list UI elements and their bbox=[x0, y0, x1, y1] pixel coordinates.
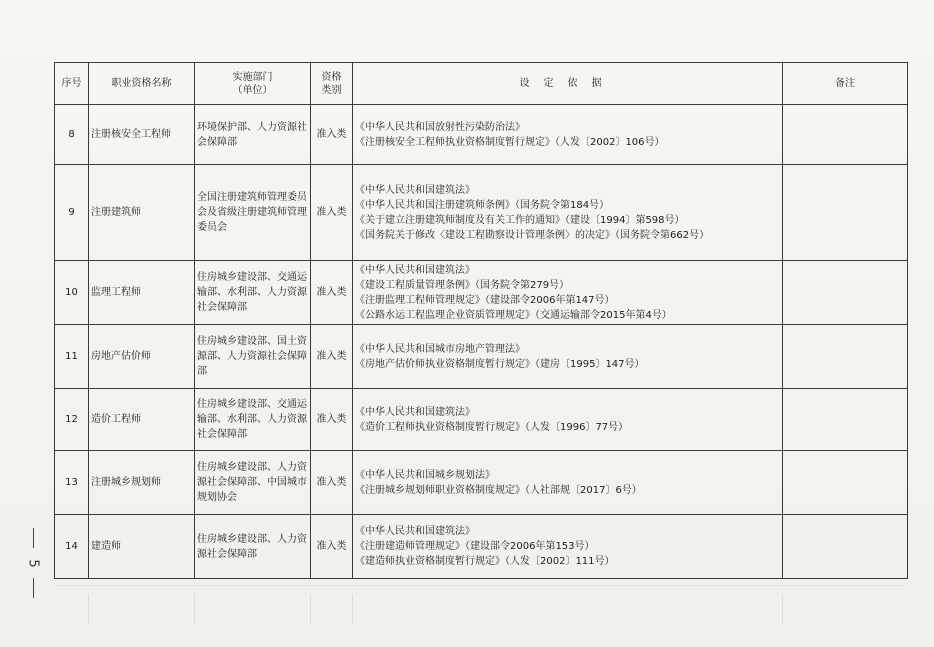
legal-basis-item: 《中华人民共和国建筑法》 bbox=[355, 526, 475, 537]
implementing-department: 住房城乡建设部、交通运输部、水利部、人力资源社会保障部 bbox=[195, 261, 311, 325]
legal-basis bbox=[353, 325, 783, 389]
legal-basis-item: 《中华人民共和国建筑法》 bbox=[355, 264, 475, 276]
legal-basis-item: 《造价工程师执业资格制度暂行规定》（人发〔1996〕77号） bbox=[355, 421, 629, 433]
legal-basis bbox=[353, 515, 783, 579]
legal-basis bbox=[353, 261, 783, 325]
implementing-department: 住房城乡建设部、人力资源社会保障部 bbox=[195, 515, 311, 579]
header-type bbox=[311, 63, 353, 105]
legal-basis-item: 《关于建立注册建筑师制度及有关工作的通知》（建设〔1994〕第598号） bbox=[355, 214, 685, 226]
qualification-type: 准入类 bbox=[311, 105, 353, 165]
table-row bbox=[55, 515, 908, 579]
header-basis bbox=[353, 63, 783, 105]
legal-basis-item: 《房地产估价师执业资格制度暂行规定》（建房〔1995〕147号） bbox=[355, 358, 645, 370]
legal-basis-item: 《建造师执业资格制度暂行规定》（人发〔2002〕111号） bbox=[355, 556, 615, 567]
table-row bbox=[55, 325, 908, 389]
page-number bbox=[22, 528, 44, 598]
row-number: 11 bbox=[55, 325, 89, 389]
qualification-name: 造价工程师 bbox=[89, 389, 195, 451]
page-number-dash-top bbox=[33, 528, 34, 548]
qualification-type: 准入类 bbox=[311, 451, 353, 515]
legal-basis-item: 《注册城乡规划师职业资格制度规定》（人社部规〔2017〕6号） bbox=[355, 484, 642, 496]
legal-basis-item: 《中华人民共和国城市房地产管理法》 bbox=[355, 343, 525, 355]
header-type-line2: 类别 bbox=[321, 84, 342, 96]
table-row bbox=[55, 451, 908, 515]
qualification-name: 注册城乡规划师 bbox=[89, 451, 195, 515]
implementing-department: 住房城乡建设部、国土资源部、人力资源社会保障部 bbox=[195, 325, 311, 389]
header-type-line1: 资格 bbox=[321, 71, 342, 83]
table-header-row bbox=[55, 63, 908, 105]
header-remark: 备注 bbox=[783, 63, 908, 105]
qualification-type: 准入类 bbox=[311, 389, 353, 451]
qualification-name: 房地产估价师 bbox=[89, 325, 195, 389]
table-row bbox=[55, 105, 908, 165]
qualification-type: 准入类 bbox=[311, 165, 353, 261]
implementing-department: 住房城乡建设部、交通运输部、水利部、人力资源社会保障部 bbox=[195, 389, 311, 451]
table-body bbox=[55, 105, 908, 579]
qualification-type: 准入类 bbox=[311, 325, 353, 389]
remark bbox=[783, 515, 908, 579]
implementing-department: 环境保护部、人力资源社会保障部 bbox=[195, 105, 311, 165]
remark bbox=[783, 165, 908, 261]
table-row bbox=[55, 389, 908, 451]
implementing-department: 住房城乡建设部、人力资源社会保障部、中国城市规划协会 bbox=[195, 451, 311, 515]
row-number: 13 bbox=[55, 451, 89, 515]
legal-basis bbox=[353, 165, 783, 261]
legal-basis-item: 《公路水运工程监理企业资质管理规定》（交通运输部令2015年第4号） bbox=[355, 309, 672, 321]
table-row bbox=[55, 165, 908, 261]
legal-basis-item: 《注册建造师管理规定》（建设部令2006年第153号） bbox=[355, 541, 595, 552]
header-dept-line2: （单位） bbox=[232, 84, 273, 96]
legal-basis bbox=[353, 389, 783, 451]
legal-basis-item: 《中华人民共和国建筑法》 bbox=[355, 184, 475, 196]
qualification-name: 建造师 bbox=[89, 515, 195, 579]
header-basis-text: 设定依据 bbox=[519, 78, 616, 89]
remark bbox=[783, 325, 908, 389]
page-number-dash-bottom bbox=[33, 578, 34, 598]
remark bbox=[783, 451, 908, 515]
row-number: 12 bbox=[55, 389, 89, 451]
legal-basis-item: 《注册核安全工程师执业资格制度暂行规定》（人发〔2002〕106号） bbox=[355, 136, 665, 148]
page-number-text: 5 bbox=[25, 558, 41, 568]
qualification-name: 监理工程师 bbox=[89, 261, 195, 325]
qualification-name: 注册核安全工程师 bbox=[89, 105, 195, 165]
row-number: 9 bbox=[55, 165, 89, 261]
remark bbox=[783, 105, 908, 165]
row-number: 14 bbox=[55, 515, 89, 579]
qualification-table bbox=[54, 62, 908, 579]
implementing-department: 全国注册建筑师管理委员会及省级注册建筑师管理委员会 bbox=[195, 165, 311, 261]
bleed-through-shadow bbox=[54, 585, 907, 638]
remark bbox=[783, 389, 908, 451]
qualification-type: 准入类 bbox=[311, 515, 353, 579]
row-number: 8 bbox=[55, 105, 89, 165]
legal-basis-item: 《中华人民共和国建筑法》 bbox=[355, 406, 475, 418]
header-no: 序号 bbox=[55, 63, 89, 105]
header-dept-line1: 实施部门 bbox=[232, 71, 273, 83]
remark bbox=[783, 261, 908, 325]
row-number: 10 bbox=[55, 261, 89, 325]
legal-basis bbox=[353, 451, 783, 515]
legal-basis-item: 《中华人民共和国城乡规划法》 bbox=[355, 469, 495, 481]
legal-basis-item: 《建设工程质量管理条例》（国务院令第279号） bbox=[355, 279, 570, 291]
legal-basis-item: 《中华人民共和国放射性污染防治法》 bbox=[355, 121, 525, 133]
header-dept bbox=[195, 63, 311, 105]
qualification-type: 准入类 bbox=[311, 261, 353, 325]
legal-basis bbox=[353, 105, 783, 165]
qualification-name: 注册建筑师 bbox=[89, 165, 195, 261]
legal-basis-item: 《注册监理工程师管理规定》（建设部令2006年第147号） bbox=[355, 294, 615, 306]
legal-basis-item: 《中华人民共和国注册建筑师条例》（国务院令第184号） bbox=[355, 199, 610, 211]
table-row bbox=[55, 261, 908, 325]
header-name: 职业资格名称 bbox=[89, 63, 195, 105]
legal-basis-item: 《国务院关于修改〈建设工程勘察设计管理条例〉的决定》（国务院令第662号） bbox=[355, 229, 710, 241]
